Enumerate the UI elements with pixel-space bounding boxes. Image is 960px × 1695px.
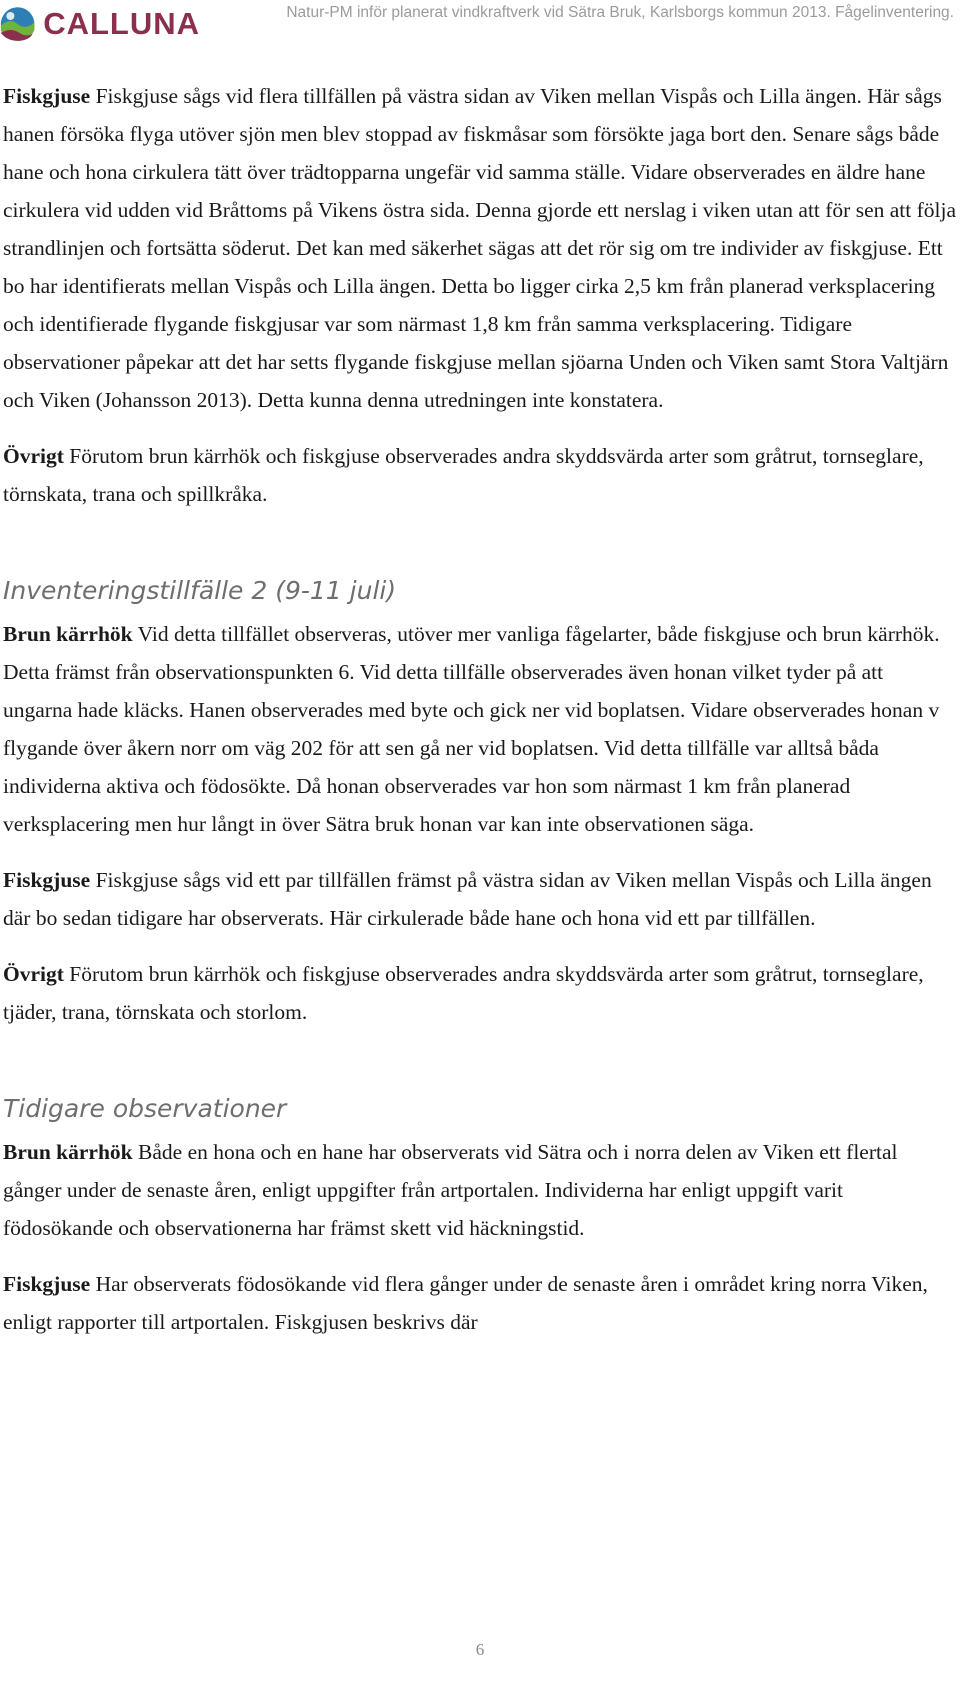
paragraph-fiskgjuse-2 (3, 861, 957, 937)
paragraph-label: Fiskgjuse (3, 84, 91, 108)
calluna-logo (0, 0, 200, 48)
paragraph-label: Fiskgjuse (3, 1272, 91, 1296)
calluna-logo-icon (0, 2, 35, 46)
paragraph-text: Fiskgjuse sågs vid ett par tillfällen främst på västra sidan av Viken mellan Vispås och Lilla ängen där bo sedan tidigare har observerats. Här cirkulerade både hane och hona vid ett par tillfällen. (3, 868, 932, 930)
paragraph-fiskgjuse-3 (3, 1265, 957, 1341)
document-title: Natur-PM inför planerat vindkraftverk vid Sätra Bruk, Karlsborgs kommun 2013. Fågelinventering. (286, 4, 954, 21)
paragraph-text: Vid detta tillfället observeras, utöver mer vanliga fågelarter, både fiskgjuse och brun kärrhök. Detta främst från observationspunkten 6. Vid detta tillfälle observerades även honan vilket tyder på att ungarna hade kläcks. Hanen observerades med byte och gick ner vid boplatsen. Vidare observerades honan v flygande över åkern norr om väg 202 för att sen gå ner vid boplatsen. Vid detta tillfälle var alltså båda individerna aktiva och födosökte. Då honan observerades var hon som närmast 1 km från planerad verksplacering men hur långt in över Sätra bruk honan var kan inte observationen säga. (3, 622, 940, 836)
paragraph-text: Fiskgjuse sågs vid flera tillfällen på västra sidan av Viken mellan Vispås och Lilla ängen. Här sågs hanen försöka flyga utöver sjön men blev stoppad av fiskmåsar som försökte jaga bort den. Senare sågs både hane och hona cirkulera tätt över trädtopparna ungefär vid samma ställe. Vidare observerades en äldre hane cirkulera vid udden vid Bråttoms på Vikens östra sida. Denna gjorde ett nerslag i viken utan att för sen att följa strandlinjen och fortsätta söderut. Det kan med säkerhet sägas att det rör sig om tre individer av fiskgjuse. Ett bo har identifierats mellan Vispås och Lilla ängen. Detta bo ligger cirka 2,5 km från planerad verksplacering och identifierade flygande fiskgjusar var som närmast 1,8 km från samma verksplacering. Tidigare observationer påpekar att det har setts flygande fiskgjuse mellan sjöarna Unden och Viken samt Stora Valtjärn och Viken (Johansson 2013). Detta kunna denna utredningen inte konstatera. (3, 84, 957, 412)
paragraph-label: Brun kärrhök (3, 1140, 133, 1164)
paragraph-text: Har observerats födosökande vid flera gånger under de senaste åren i området kring norra Viken, enligt rapporter till artportalen. Fiskgjusen beskrivs där (3, 1272, 928, 1334)
paragraph-label: Övrigt (3, 962, 64, 986)
paragraph-label: Brun kärrhök (3, 622, 133, 646)
paragraph-text: Förutom brun kärrhök och fiskgjuse observerades andra skyddsvärda arter som gråtrut, tornseglare, tjäder, trana, törnskata och storlom. (3, 962, 924, 1024)
section-heading-inventeringstillfalle-2: Inventeringstillfälle 2 (9-11 juli) (3, 576, 397, 605)
document-body (3, 77, 957, 1359)
paragraph-label: Övrigt (3, 444, 64, 468)
page-number: 6 (475, 1640, 485, 1659)
paragraph-text: Både en hona och en hane har observerats vid Sätra och i norra delen av Viken ett flertal gånger under de senaste åren, enligt uppgifter från artportalen. Individerna har enligt uppgift varit födosökande och observationerna har främst skett vid häckningstid. (3, 1140, 898, 1240)
paragraph-fiskgjuse-1 (3, 77, 957, 419)
section-heading-tidigare-observationer: Tidigare observationer (3, 1094, 287, 1123)
logo-wordmark: CALLUNA (43, 6, 200, 41)
paragraph-ovrigt-2 (3, 955, 957, 1031)
paragraph-brun-karrhok-1 (3, 615, 957, 843)
paragraph-label: Fiskgjuse (3, 868, 91, 892)
page-header (0, 0, 960, 48)
paragraph-brun-karrhok-2 (3, 1133, 957, 1247)
paragraph-ovrigt-1 (3, 437, 957, 513)
paragraph-text: Förutom brun kärrhök och fiskgjuse observerades andra skyddsvärda arter som gråtrut, tornseglare, törnskata, trana och spillkråka. (3, 444, 924, 506)
